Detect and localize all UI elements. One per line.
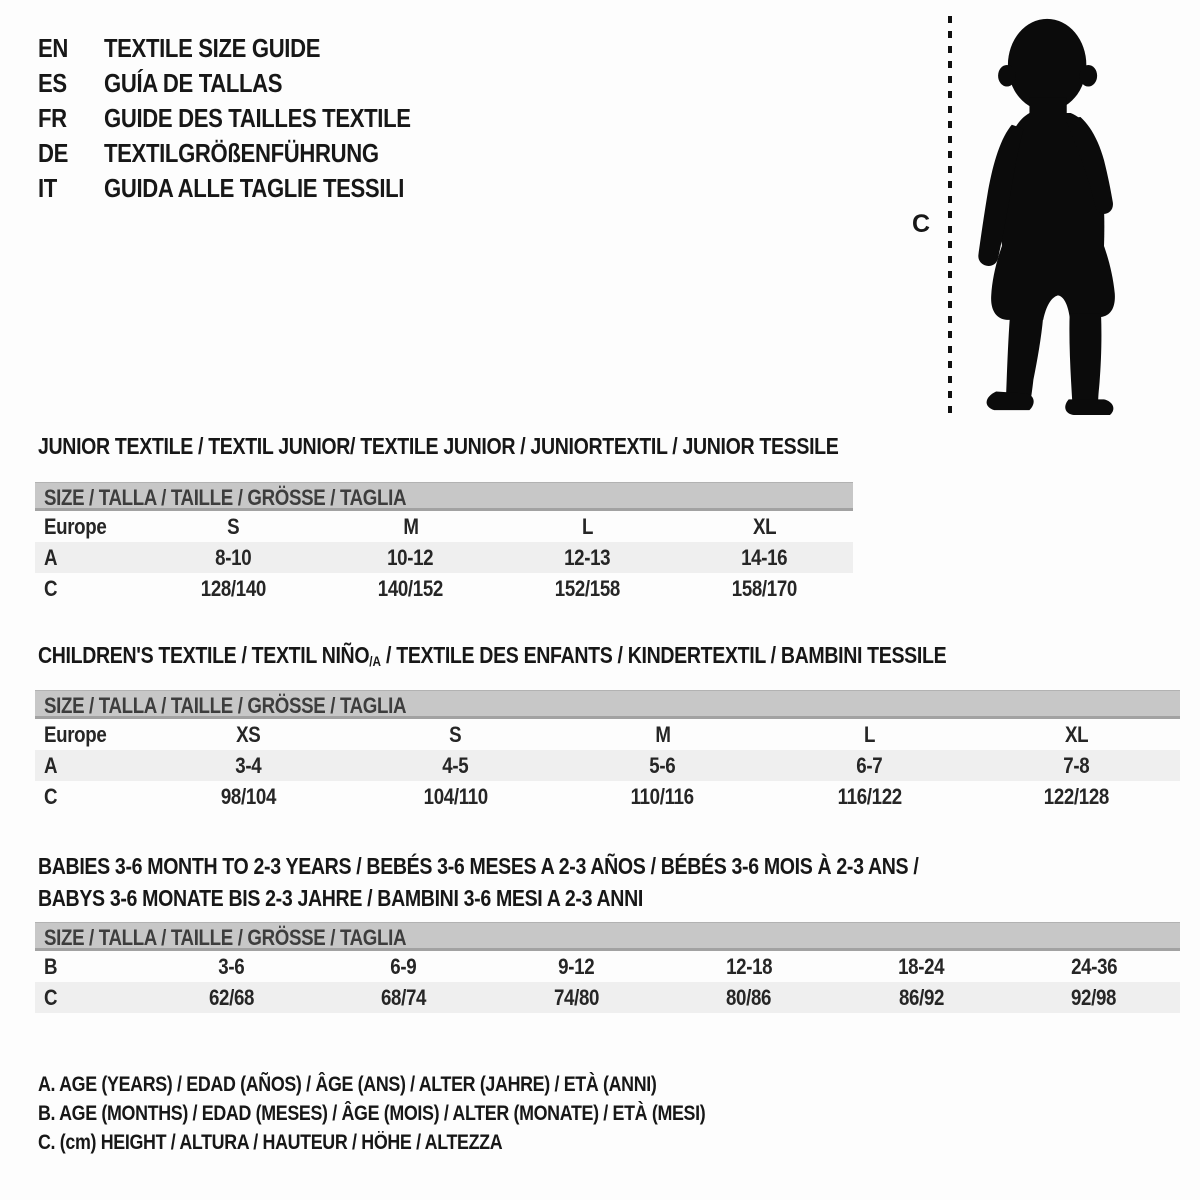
children-row-height: C 98/104 104/110 110/116 116/122 122/128 [44,784,1110,809]
junior-size-header-bar: SIZE / TALLA / TAILLE / GRÖSSE / TAGLIA [35,482,853,511]
babies-row-months: B 3-6 6-9 9-12 12-18 18-24 24-36 [44,954,1117,979]
lang-title-es: GUÍA DE TALLAS [104,68,283,98]
junior-row-age: A 8-10 10-12 12-13 14-16 [35,542,853,573]
lang-title-de: TEXTILGRÖßENFÜHRUNG [104,138,379,168]
children-row-age: A 3-4 4-5 5-6 6-7 7-8 [35,750,1180,781]
lang-row-en [38,31,465,66]
junior-row-europe: Europe S M L XL [44,514,777,539]
lang-code-it: IT [38,173,57,203]
lang-row-de [38,136,465,171]
babies-size-header-bar: SIZE / TALLA / TAILLE / GRÖSSE / TAGLIA [35,922,1180,951]
height-measure-label: C [912,210,931,238]
lang-code-de: DE [38,138,69,168]
legend-height-cm: C. (cm) HEIGHT / ALTURA / HAUTEUR / HÖHE / ALTEZZA [38,1131,503,1154]
measure-legend [38,1070,823,1157]
lang-title-it: GUIDA ALLE TAGLIE TESSILI [104,173,405,203]
lang-title-en: TEXTILE SIZE GUIDE [104,33,321,63]
children-size-table [35,690,1180,812]
babies-row-height: C 62/68 68/74 74/80 80/86 86/92 92/98 [35,982,1180,1013]
legend-age-months: B. AGE (MONTHS) / EDAD (MESES) / ÂGE (MOIS) / ALTER (MONATE) / ETÀ (MESI) [38,1102,706,1125]
junior-section-title: JUNIOR TEXTILE / TEXTIL JUNIOR/ TEXTILE JUNIOR / JUNIORTEXTIL / JUNIOR TESSILE [38,433,839,459]
language-title-list [38,31,465,206]
lang-code-es: ES [38,68,67,98]
lang-title-fr: GUIDE DES TAILLES TEXTILE [104,103,411,133]
junior-row-height: C 128/140 140/152 152/158 158/170 [44,576,798,601]
height-measure-dashed-line [948,16,952,418]
junior-size-table [35,482,853,604]
lang-code-en: EN [38,33,69,63]
lang-row-fr [38,101,465,136]
toddler-silhouette-icon [962,13,1144,417]
lang-row-es [38,66,465,101]
legend-age-years: A. AGE (YEARS) / EDAD (AÑOS) / ÂGE (ANS) / ALTER (JAHRE) / ETÀ (ANNI) [38,1073,657,1096]
babies-section-title: BABIES 3-6 MONTH TO 2-3 YEARS / BEBÉS 3-6 MESES A 2-3 AÑOS / BÉBÉS 3-6 MOIS À 2-3 ANS / BABYS 3-6 MONATE BIS 2-3 JAHRE / BAMBINI 3-6 MESI A 2-3 ANNI [38,853,919,911]
lang-row-it [38,171,465,206]
children-section-title: CHILDREN'S TEXTILE / TEXTIL NIÑO/A / TEXTILE DES ENFANTS / KINDERTEXTIL / BAMBINI TESSILE [38,642,947,670]
babies-size-table [35,922,1180,1013]
children-row-europe: Europe XS S M L XL [44,722,1089,747]
lang-code-fr: FR [38,103,67,133]
children-size-header-bar: SIZE / TALLA / TAILLE / GRÖSSE / TAGLIA [35,690,1180,719]
